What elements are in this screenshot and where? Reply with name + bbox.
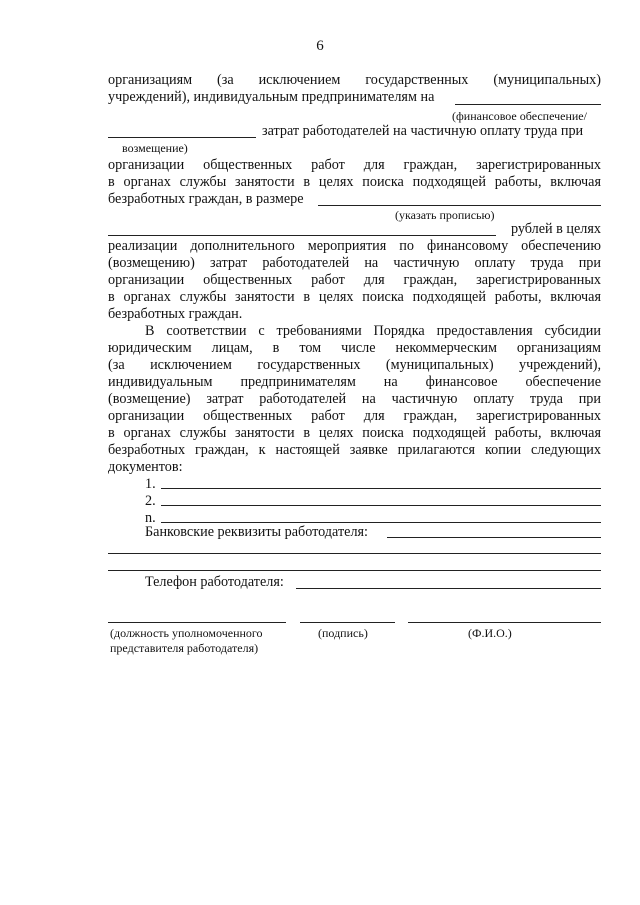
hint-signature: (подпись) (318, 626, 368, 640)
text-line: документов: (108, 459, 183, 475)
hint-reimbursement: возмещение) (122, 141, 188, 155)
text-line: организации общественных работ для граждан, зарегистрированных (108, 157, 601, 173)
text-line: реализации дополнительного мероприятия по финансовому обеспечению (108, 238, 601, 254)
bank-details-label: Банковские реквизиты работодателя: (145, 524, 369, 540)
blank-line-amount (318, 205, 601, 206)
text-line: индивидуальным предпринимателям на финансовое обеспечение (108, 374, 601, 390)
doc-item-number: 1. (145, 476, 156, 492)
text-line: (за исключением государственных (муниципальных) учреждений), (108, 357, 601, 373)
signature-position-blank (108, 622, 286, 623)
doc-item-number: n. (145, 510, 156, 526)
paragraph-start: В соответствии с требованиями Порядка предоставления субсидии (145, 323, 601, 339)
signature-name-blank (408, 622, 601, 623)
blank-line-funding-type (455, 104, 601, 105)
text-line: в органах службы занятости в целях поиска подходящей работы, включая (108, 174, 601, 190)
hint-full-name: (Ф.И.О.) (468, 626, 512, 640)
hint-amount-words: (указать прописью) (395, 208, 495, 222)
doc-item-blank (161, 522, 601, 523)
bank-details-blank (108, 570, 601, 571)
doc-item-blank (161, 488, 601, 489)
text-line: безработных граждан, в размере (108, 191, 304, 207)
text-line: (возмещению) затрат работодателей на частичную оплату труда при (108, 255, 601, 271)
hint-funding-type: (финансовое обеспечение/ (452, 109, 587, 123)
blank-line-amount-words (108, 235, 496, 236)
text-line: в органах службы занятости в целях поиска подходящей работы, включая (108, 289, 601, 305)
doc-item-number: 2. (145, 493, 156, 509)
text-line: учреждений), индивидуальным предпринимателям на (108, 89, 435, 105)
text-line: в органах службы занятости в целях поиска подходящей работы, включая (108, 425, 601, 441)
phone-label: Телефон работодателя: (145, 574, 284, 590)
blank-line-funding-type-cont (108, 137, 256, 138)
bank-details-blank (387, 537, 601, 538)
hint-position: (должность уполномоченного (110, 626, 263, 640)
phone-blank (296, 588, 601, 589)
doc-item-blank (161, 505, 601, 506)
text-line: безработных граждан, к настоящей заявке прилагаются копии следующих (108, 442, 601, 458)
text-line: безработных граждан. (108, 306, 243, 322)
text-line: организации общественных работ для граждан, зарегистрированных (108, 408, 601, 424)
bank-details-blank (108, 553, 601, 554)
signature-blank (300, 622, 395, 623)
text-line: затрат работодателей на частичную оплату труда при (262, 123, 584, 139)
text-line: организациям (за исключением государственных (муниципальных) (108, 72, 601, 88)
text-line: организации общественных работ для граждан, зарегистрированных (108, 272, 601, 288)
hint-position-cont: представителя работодателя) (110, 641, 259, 655)
text-line: (возмещение) затрат работодателей на частичную оплату труда при (108, 391, 601, 407)
text-line: юридическим лицам, в том числе некоммерческим организациям (108, 340, 601, 356)
text-line: рублей в целях (510, 221, 601, 237)
page-number: 6 (316, 38, 324, 54)
